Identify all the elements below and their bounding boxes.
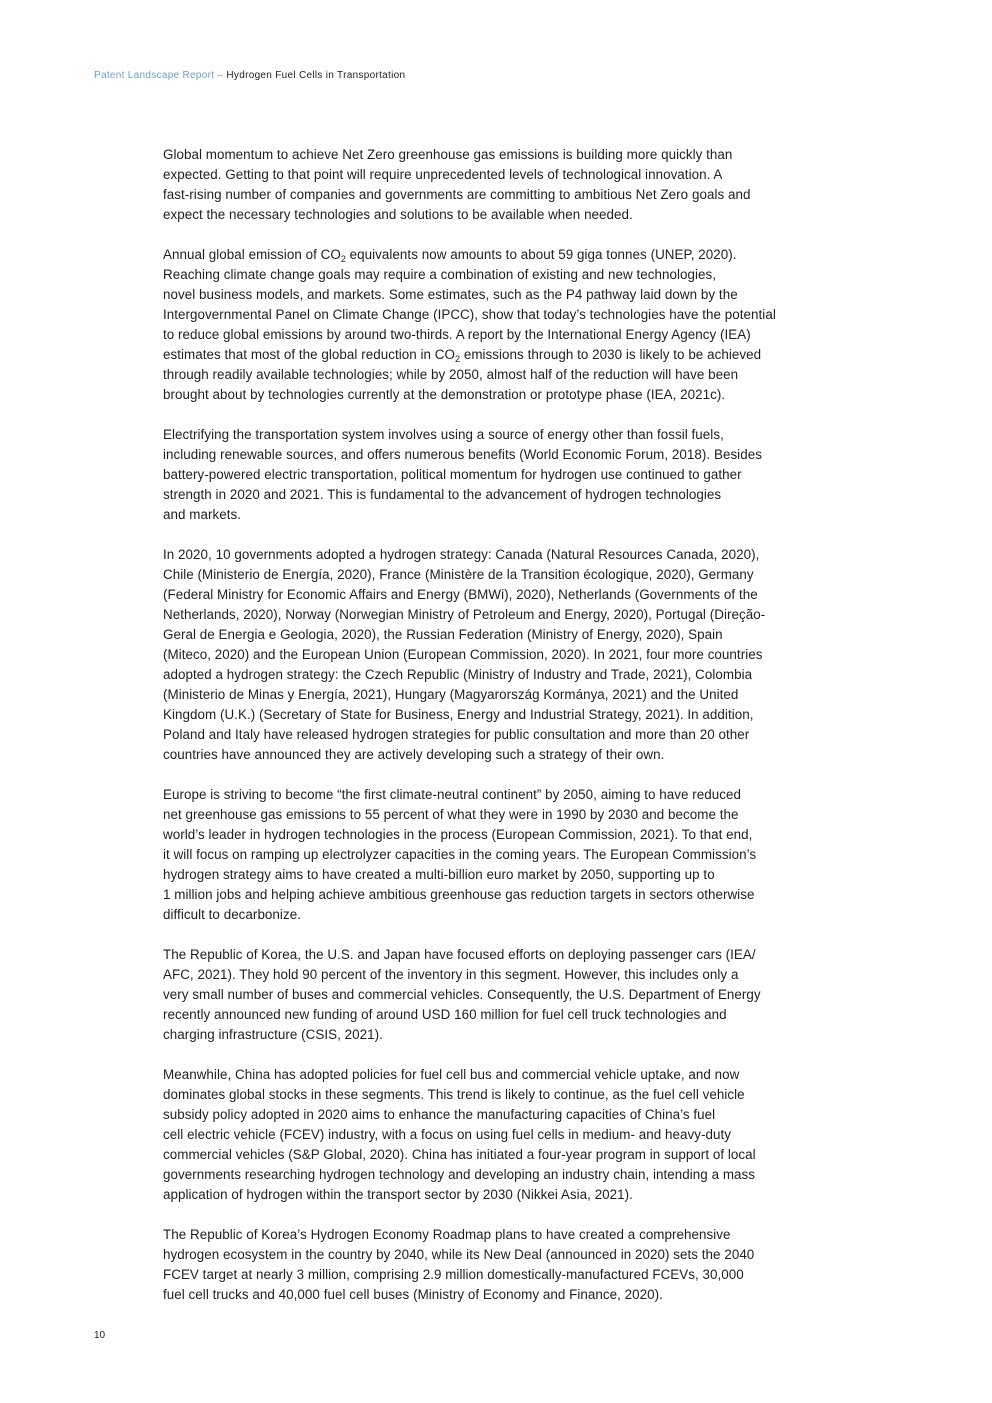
text-line: Geral de Energia e Geologia, 2020), the Russian Federation (Ministry of Energy, 2020), Spain bbox=[163, 627, 723, 642]
text-line: it will focus on ramping up electrolyzer capacities in the coming years. The European Commission’s bbox=[163, 847, 757, 862]
text-line: difficult to decarbonize. bbox=[163, 907, 301, 922]
text-line: Meanwhile, China has adopted policies for fuel cell bus and commercial vehicle uptake, and now bbox=[163, 1067, 740, 1082]
text-line: battery-powered electric transportation, political momentum for hydrogen use continued to gather bbox=[163, 467, 742, 482]
paragraph bbox=[163, 245, 843, 405]
text-line: Poland and Italy have released hydrogen strategies for public consultation and more than 20 other bbox=[163, 727, 750, 742]
text-line: (Miteco, 2020) and the European Union (European Commission, 2020). In 2021, four more countries bbox=[163, 647, 763, 662]
text-line: (Federal Ministry for Economic Affairs and Energy (BMWi), 2020), Netherlands (Governments of the bbox=[163, 587, 758, 602]
text-line: through readily available technologies; while by 2050, almost half of the reduction will have been bbox=[163, 367, 739, 382]
text-line: cell electric vehicle (FCEV) industry, with a focus on using fuel cells in medium- and heavy-duty bbox=[163, 1127, 731, 1142]
text-line: governments researching hydrogen technology and developing an industry chain, intending a mass bbox=[163, 1167, 756, 1182]
page-number: 10 bbox=[94, 1330, 106, 1341]
text-line: charging infrastructure (CSIS, 2021). bbox=[163, 1027, 383, 1042]
paragraph bbox=[163, 1225, 843, 1305]
paragraph bbox=[163, 425, 843, 525]
text-line: Electrifying the transportation system involves using a source of energy other than fossil fuels, bbox=[163, 427, 724, 442]
text-line: estimates that most of the global reduction in $CO_2$ emissions through to 2030 is likely to be achieved bbox=[163, 347, 762, 364]
text-line: Global momentum to achieve Net Zero greenhouse gas emissions is building more quickly than bbox=[163, 147, 733, 162]
text-line: The Republic of Korea, the U.S. and Japan have focused efforts on deploying passenger cars (IEA/ bbox=[163, 947, 756, 962]
text-line: In 2020, 10 governments adopted a hydrogen strategy: Canada (Natural Resources Canada, 2020), bbox=[163, 547, 760, 562]
text-line: to reduce global emissions by around two-thirds. A report by the International Energy Agency (IEA) bbox=[163, 327, 751, 342]
text-line: Chile (Ministerio de Energía, 2020), France (Ministère de la Transition écologique, 2020), Germany bbox=[163, 567, 754, 582]
body-text bbox=[163, 145, 843, 1325]
text-line: 1 million jobs and helping achieve ambitious greenhouse gas reduction targets in sectors otherwise bbox=[163, 887, 755, 902]
text-line: recently announced new funding of around USD 160 million for fuel cell truck technologies and bbox=[163, 1007, 727, 1022]
text-line: The Republic of Korea’s Hydrogen Economy Roadmap plans to have created a comprehensive bbox=[163, 1227, 731, 1242]
header-separator: – bbox=[217, 70, 224, 81]
text-line: including renewable sources, and offers numerous benefits (World Economic Forum, 2018). Besides bbox=[163, 447, 762, 462]
subscript-two: 2 bbox=[454, 354, 461, 364]
text-line: subsidy policy adopted in 2020 aims to enhance the manufacturing capacities of China’s fuel bbox=[163, 1107, 716, 1122]
text-line: Kingdom (U.K.) (Secretary of State for Business, Energy and Industrial Strategy, 2021). In addition, bbox=[163, 707, 754, 722]
text-line: expected. Getting to that point will require unprecedented levels of technological innovation. A bbox=[163, 167, 723, 182]
paragraph bbox=[163, 1065, 843, 1205]
report-label: Patent Landscape Report bbox=[94, 70, 215, 81]
paragraph bbox=[163, 785, 843, 925]
text-line: Europe is striving to become “the first climate-neutral continent” by 2050, aiming to have reduced bbox=[163, 787, 742, 802]
text-line: (Ministerio de Minas y Energía, 2021), Hungary (Magyarország Kormánya, 2021) and the United bbox=[163, 687, 739, 702]
text-line: adopted a hydrogen strategy: the Czech Republic (Ministry of Industry and Trade, 2021), Colombia bbox=[163, 667, 753, 682]
text-line: FCEV target at nearly 3 million, comprising 2.9 million domestically-manufactured FCEVs, 30,000 bbox=[163, 1267, 744, 1282]
text-line: application of hydrogen within the transport sector by 2030 (Nikkei Asia, 2021). bbox=[163, 1187, 633, 1202]
subscript-two: 2 bbox=[340, 254, 346, 264]
report-subject: Hydrogen Fuel Cells in Transportation bbox=[226, 70, 406, 81]
text-line: hydrogen strategy aims to have created a multi-billion euro market by 2050, supporting up to bbox=[163, 867, 715, 882]
text-line: dominates global stocks in these segments. This trend is likely to continue, as the fuel cell vehicle bbox=[163, 1087, 745, 1102]
text-line: very small number of buses and commercial vehicles. Consequently, the U.S. Department of Energy bbox=[163, 987, 761, 1002]
text-line: and markets. bbox=[163, 507, 242, 522]
text-line: brought about by technologies currently at the demonstration or prototype phase (IEA, 2021c). bbox=[163, 387, 726, 402]
text-line: Reaching climate change goals may require a combination of existing and new technologies, bbox=[163, 267, 717, 282]
text-line: world’s leader in hydrogen technologies in the process (European Commission, 2021). To that end, bbox=[163, 827, 753, 842]
text-line: Netherlands, 2020), Norway (Norwegian Ministry of Petroleum and Energy, 2020), Portugal (Direção- bbox=[163, 607, 766, 622]
paragraph bbox=[163, 145, 843, 225]
text-line: strength in 2020 and 2021. This is fundamental to the advancement of hydrogen technologies bbox=[163, 487, 722, 502]
text-line: Intergovernmental Panel on Climate Change (IPCC), show that today’s technologies have the potential bbox=[163, 307, 776, 322]
running-header bbox=[94, 70, 405, 81]
paragraph bbox=[163, 945, 843, 1045]
text-line: Annual global emission of $CO_2$ equivalents now amounts to about 59 giga tonnes (UNEP, 2020). bbox=[163, 247, 737, 264]
text-line: hydrogen ecosystem in the country by 2040, while its New Deal (announced in 2020) sets the 2040 bbox=[163, 1247, 755, 1262]
text-line: novel business models, and markets. Some estimates, such as the P4 pathway laid down by the bbox=[163, 287, 738, 302]
text-line: AFC, 2021). They hold 90 percent of the inventory in this segment. However, this includes only a bbox=[163, 967, 739, 982]
text-line: countries have announced they are actively developing such a strategy of their own. bbox=[163, 747, 665, 762]
text-line: fuel cell trucks and 40,000 fuel cell buses (Ministry of Economy and Finance, 2020). bbox=[163, 1287, 663, 1302]
text-line: expect the necessary technologies and solutions to be available when needed. bbox=[163, 207, 633, 222]
text-line: net greenhouse gas emissions to 55 percent of what they were in 1990 by 2030 and become the bbox=[163, 807, 739, 822]
text-line: fast-rising number of companies and governments are committing to ambitious Net Zero goals and bbox=[163, 187, 751, 202]
paragraph bbox=[163, 545, 843, 765]
text-line: commercial vehicles (S&P Global, 2020). China has initiated a four-year program in support of local bbox=[163, 1147, 756, 1162]
